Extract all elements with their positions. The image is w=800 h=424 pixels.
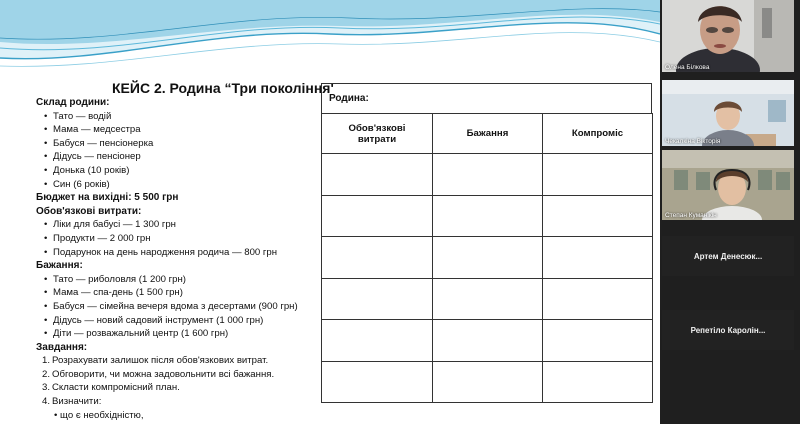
table-cell (433, 361, 543, 403)
list-item: • Мама — медсестра (44, 123, 330, 137)
task-text: Обговорити, чи можна задовольнити всі бажання. (52, 368, 275, 380)
list-item: • Бабуся — сімейна вечеря вдома з десертами (900 грн) (44, 300, 330, 314)
table-cell (543, 361, 653, 403)
table-cell (322, 278, 433, 320)
participant-name: Артем Денесюк... (693, 251, 763, 261)
list-number: 4. (42, 396, 51, 408)
task-text: Визначити: (52, 396, 102, 408)
table-row (322, 361, 653, 403)
list-item: • Ліки для бабусі — 1 300 грн (44, 218, 330, 232)
list-item (42, 368, 330, 382)
table-row (322, 320, 653, 362)
list-item: • Син (6 років) (44, 178, 330, 192)
table-cell (322, 154, 433, 196)
participant-name: Чекалкіна Вікторія (665, 138, 721, 145)
list-item: • Продукти — 2 000 грн (44, 232, 330, 246)
list-item: • Дідусь — новий садовий інструмент (1 000 грн) (44, 314, 330, 328)
task-text: Скласти компромісний план. (52, 382, 180, 394)
list-item: • Донька (10 років) (44, 164, 330, 178)
family-name-field: Родина: (321, 83, 652, 114)
table-cell (433, 237, 543, 279)
list-item: • Мама — спа-день (1 500 грн) (44, 286, 330, 300)
participant-video (662, 0, 794, 72)
list-item: • Бабуся — пенсіонерка (44, 137, 330, 151)
table-cell (322, 195, 433, 237)
wishes-heading: Бажання: (36, 260, 83, 272)
task-sub-item: • що є необхідністю, (54, 409, 330, 423)
list-item: • Тато — водій (44, 110, 330, 124)
decorative-wave (0, 0, 660, 80)
column-header-compromise: Компроміс (543, 114, 653, 154)
list-item (42, 381, 330, 395)
tasks-list (42, 354, 330, 408)
table-row (322, 278, 653, 320)
wishes-list (44, 273, 330, 341)
tasks-heading: Завдання: (36, 341, 88, 353)
video-tile[interactable] (662, 150, 794, 220)
table-cell (322, 320, 433, 362)
participant-video (662, 80, 794, 146)
budget-line: Бюджет на вихідні: 5 500 грн (36, 192, 179, 204)
video-tile[interactable] (662, 80, 794, 146)
list-item: • Діти — розважальний центр (1 600 грн) (44, 327, 330, 341)
list-item (42, 354, 330, 368)
family-list (44, 110, 330, 192)
table-cell (433, 278, 543, 320)
table-cell (543, 237, 653, 279)
list-number: 3. (42, 382, 51, 394)
task-text: Розрахувати залишок після обов'язкових витрат. (52, 355, 269, 367)
plan-table (321, 113, 653, 403)
table-row (322, 154, 653, 196)
participant-tile[interactable] (662, 236, 794, 276)
table-cell (543, 195, 653, 237)
column-header-mandatory: Обов'язкові витрати (322, 114, 433, 154)
participant-tile[interactable] (662, 310, 794, 350)
table-cell (433, 195, 543, 237)
table-row (322, 195, 653, 237)
table-cell (322, 237, 433, 279)
list-number: 1. (42, 355, 51, 367)
list-item: • Тато — риболовля (1 200 грн) (44, 273, 330, 287)
mandatory-heading: Обов'язкові витрати: (36, 205, 142, 217)
list-number: 2. (42, 368, 51, 380)
table-cell (543, 278, 653, 320)
video-tile[interactable] (662, 0, 794, 72)
slide-title: КЕЙС 2. Родина “Три покоління' (112, 80, 334, 96)
list-item (42, 395, 330, 409)
table-cell (322, 361, 433, 403)
participant-video (662, 150, 794, 220)
case-description (30, 96, 330, 422)
table-header-row (322, 114, 653, 154)
participant-name: Степан Куманікін (665, 212, 717, 219)
table-cell (543, 154, 653, 196)
participant-name: Олена Білкова (665, 64, 710, 71)
table-row (322, 237, 653, 279)
table-cell (543, 320, 653, 362)
list-item: • Дідусь — пенсіонер (44, 150, 330, 164)
mandatory-list (44, 218, 330, 259)
list-item: • Подарунок на день народження родича — 800 грн (44, 246, 330, 260)
family-heading: Склад родини: (36, 97, 110, 108)
participant-name: Репетіло Каролін... (690, 325, 766, 335)
table-cell (433, 154, 543, 196)
column-header-wishes: Бажання (433, 114, 543, 154)
table-cell (433, 320, 543, 362)
